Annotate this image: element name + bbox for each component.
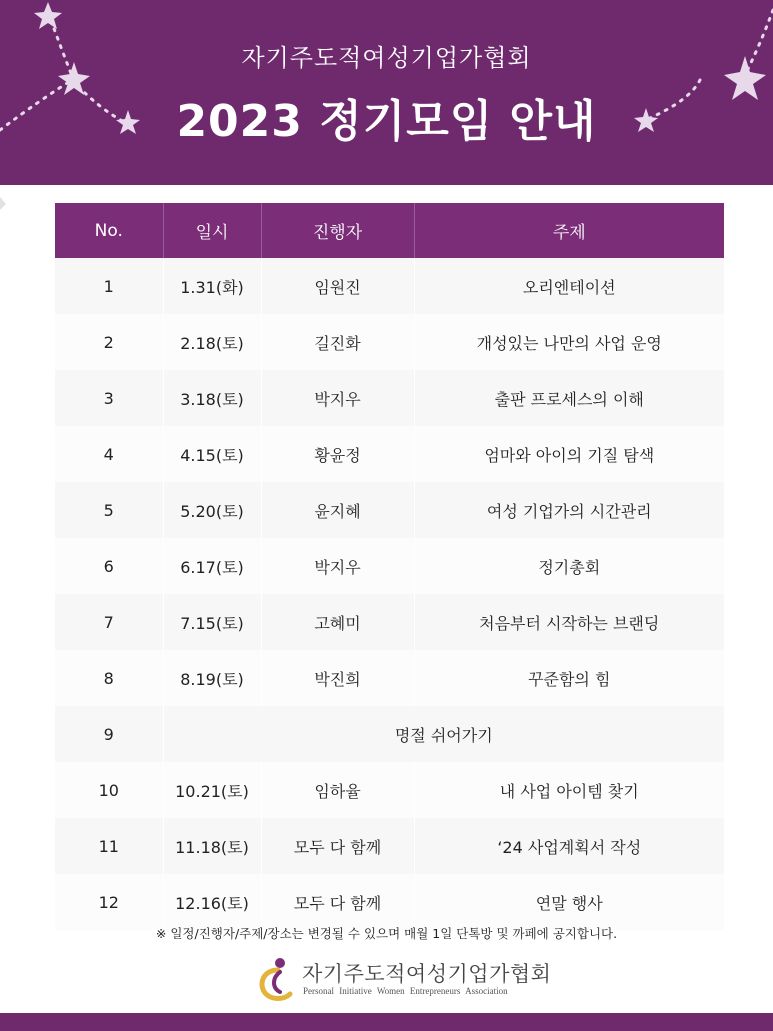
table-body xyxy=(55,258,724,930)
row-topic: 여성 기업가의 시간관리 xyxy=(414,482,724,538)
row-date: 1.31(화) xyxy=(163,258,261,314)
table-row xyxy=(55,258,724,314)
side-decoration xyxy=(0,190,12,220)
table-row xyxy=(55,762,724,818)
row-host: 박진희 xyxy=(261,650,414,706)
header-banner xyxy=(0,0,773,185)
table-row xyxy=(55,706,724,762)
table-row xyxy=(55,874,724,930)
row-date: 11.18(토) xyxy=(163,818,261,874)
row-date: 8.19(토) xyxy=(163,650,261,706)
table-header-row xyxy=(55,203,724,258)
row-topic: 엄마와 아이의 기질 탐색 xyxy=(414,426,724,482)
row-number: 7 xyxy=(55,594,163,650)
star-icon xyxy=(34,2,62,29)
row-number: 9 xyxy=(55,706,163,762)
row-host: 모두 다 함께 xyxy=(261,818,414,874)
table-row xyxy=(55,314,724,370)
row-date: 7.15(토) xyxy=(163,594,261,650)
row-topic: 처음부터 시작하는 브랜딩 xyxy=(414,594,724,650)
footer-logo xyxy=(258,956,552,1002)
row-topic: 꾸준함의 힘 xyxy=(414,650,724,706)
row-host: 박지우 xyxy=(261,538,414,594)
table-row xyxy=(55,594,724,650)
logo-english-name: Personal Initiative Women Entrepreneurs Association xyxy=(303,986,508,996)
table-row xyxy=(55,426,724,482)
row-number: 4 xyxy=(55,426,163,482)
logo-name: 자기주도적여성기업가협회 xyxy=(302,962,552,986)
row-host: 박지우 xyxy=(261,370,414,426)
row-host: 임하율 xyxy=(261,762,414,818)
row-number: 5 xyxy=(55,482,163,538)
row-host: 고혜미 xyxy=(261,594,414,650)
table-row xyxy=(55,370,724,426)
logo-emblem-icon xyxy=(258,956,298,1002)
row-host: 임원진 xyxy=(261,258,414,314)
row-host: 윤지혜 xyxy=(261,482,414,538)
row-topic: ‘24 사업계획서 작성 xyxy=(414,818,724,874)
schedule-table xyxy=(55,203,724,930)
row-number: 3 xyxy=(55,370,163,426)
table-row xyxy=(55,482,724,538)
row-host: 모두 다 함께 xyxy=(261,874,414,930)
notice-text: ※ 일정/진행자/주제/장소는 변경될 수 있으며 매월 1일 단톡방 및 까페에 공지합니다. xyxy=(155,926,618,941)
row-date: 10.21(토) xyxy=(163,762,261,818)
row-date: 12.16(토) xyxy=(163,874,261,930)
row-number: 10 xyxy=(55,762,163,818)
row-host: 황윤정 xyxy=(261,426,414,482)
column-header-no: No. xyxy=(55,203,163,258)
table-row xyxy=(55,538,724,594)
row-host: 길진화 xyxy=(261,314,414,370)
row-merged-note: 명절 쉬어가기 xyxy=(163,706,724,762)
row-number: 2 xyxy=(55,314,163,370)
row-number: 8 xyxy=(55,650,163,706)
row-date: 5.20(토) xyxy=(163,482,261,538)
row-number: 12 xyxy=(55,874,163,930)
row-topic: 내 사업 아이템 찾기 xyxy=(414,762,724,818)
footer-bar xyxy=(0,1013,773,1031)
column-header-date: 일시 xyxy=(163,203,261,258)
row-date: 2.18(토) xyxy=(163,314,261,370)
row-number: 11 xyxy=(55,818,163,874)
row-number: 6 xyxy=(55,538,163,594)
row-date: 6.17(토) xyxy=(163,538,261,594)
row-date: 3.18(토) xyxy=(163,370,261,426)
page-title: 2023 정기모임 안내 xyxy=(176,96,597,147)
column-header-host: 진행자 xyxy=(261,203,414,258)
row-date: 4.15(토) xyxy=(163,426,261,482)
column-header-topic: 주제 xyxy=(414,203,724,258)
row-topic: 출판 프로세스의 이해 xyxy=(414,370,724,426)
row-topic: 정기총회 xyxy=(414,538,724,594)
row-topic: 오리엔테이션 xyxy=(414,258,724,314)
row-number: 1 xyxy=(55,258,163,314)
organization-name: 자기주도적여성기업가협회 xyxy=(241,44,532,72)
table-row xyxy=(55,650,724,706)
row-topic: 연말 행사 xyxy=(414,874,724,930)
row-topic: 개성있는 나만의 사업 운영 xyxy=(414,314,724,370)
table-row xyxy=(55,818,724,874)
